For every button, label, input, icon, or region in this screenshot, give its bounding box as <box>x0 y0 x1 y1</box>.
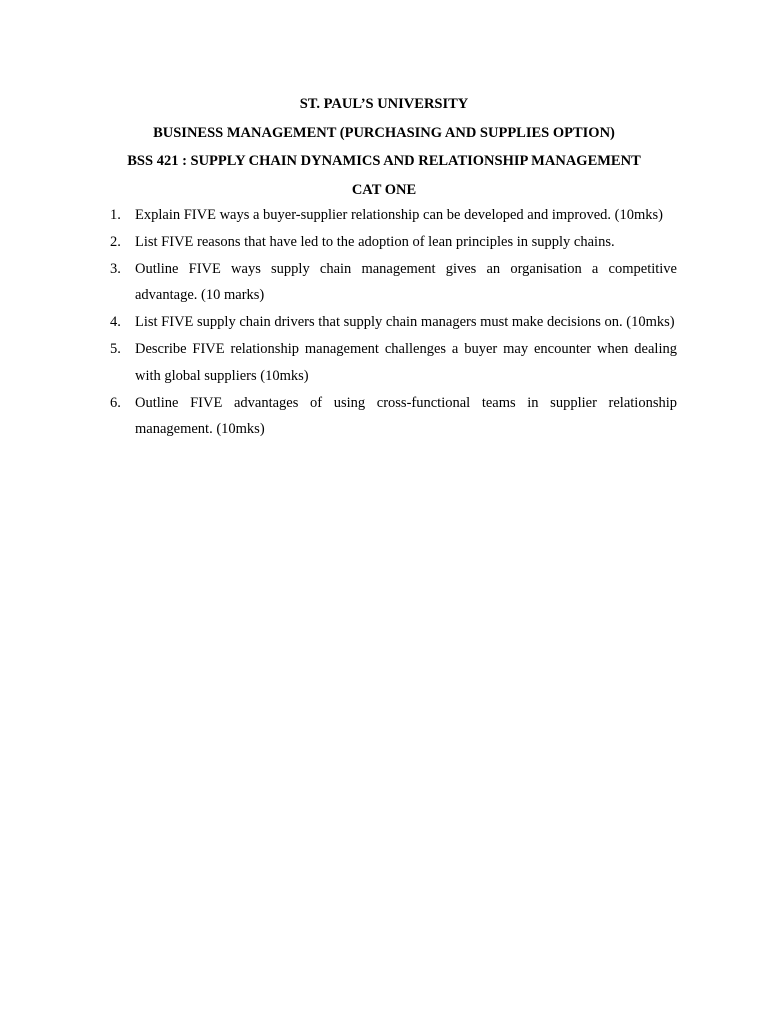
question-number: 3. <box>110 260 121 277</box>
question-text: Outline FIVE ways supply chain management gives an organisation a competitive advantage. (10 marks) <box>135 260 677 304</box>
question-list <box>110 202 677 443</box>
question-text: List FIVE reasons that have led to the adoption of lean principles in supply chains. <box>135 233 615 250</box>
question-item <box>110 336 677 390</box>
question-item <box>110 390 677 444</box>
programme-title: BUSINESS MANAGEMENT (PURCHASING AND SUPPLIES OPTION) <box>153 124 615 141</box>
question-item <box>110 309 677 336</box>
course-title: BSS 421 : SUPPLY CHAIN DYNAMICS AND RELATIONSHIP MANAGEMENT <box>127 153 641 169</box>
question-number: 5. <box>110 340 121 357</box>
question-text: Explain FIVE ways a buyer-supplier relationship can be developed and improved. (10mks) <box>135 207 664 223</box>
question-text: List FIVE supply chain drivers that supply chain managers must make decisions on. (10mks) <box>135 314 675 331</box>
assessment-title: CAT ONE <box>351 181 417 198</box>
question-text: Describe FIVE relationship management challenges a buyer may encounter when dealing with global suppliers (10mks) <box>135 340 677 384</box>
question-item <box>110 256 677 310</box>
university-name: ST. PAUL’S UNIVERSITY <box>299 96 469 112</box>
question-number: 2. <box>110 233 121 250</box>
question-item <box>110 229 677 256</box>
question-number: 1. <box>110 207 121 223</box>
question-text: Outline FIVE advantages of using cross-functional teams in supplier relationship management. (10mks) <box>135 394 677 438</box>
document-header <box>0 90 768 204</box>
question-number: 6. <box>110 394 121 411</box>
question-item <box>110 202 677 229</box>
question-number: 4. <box>110 314 121 331</box>
